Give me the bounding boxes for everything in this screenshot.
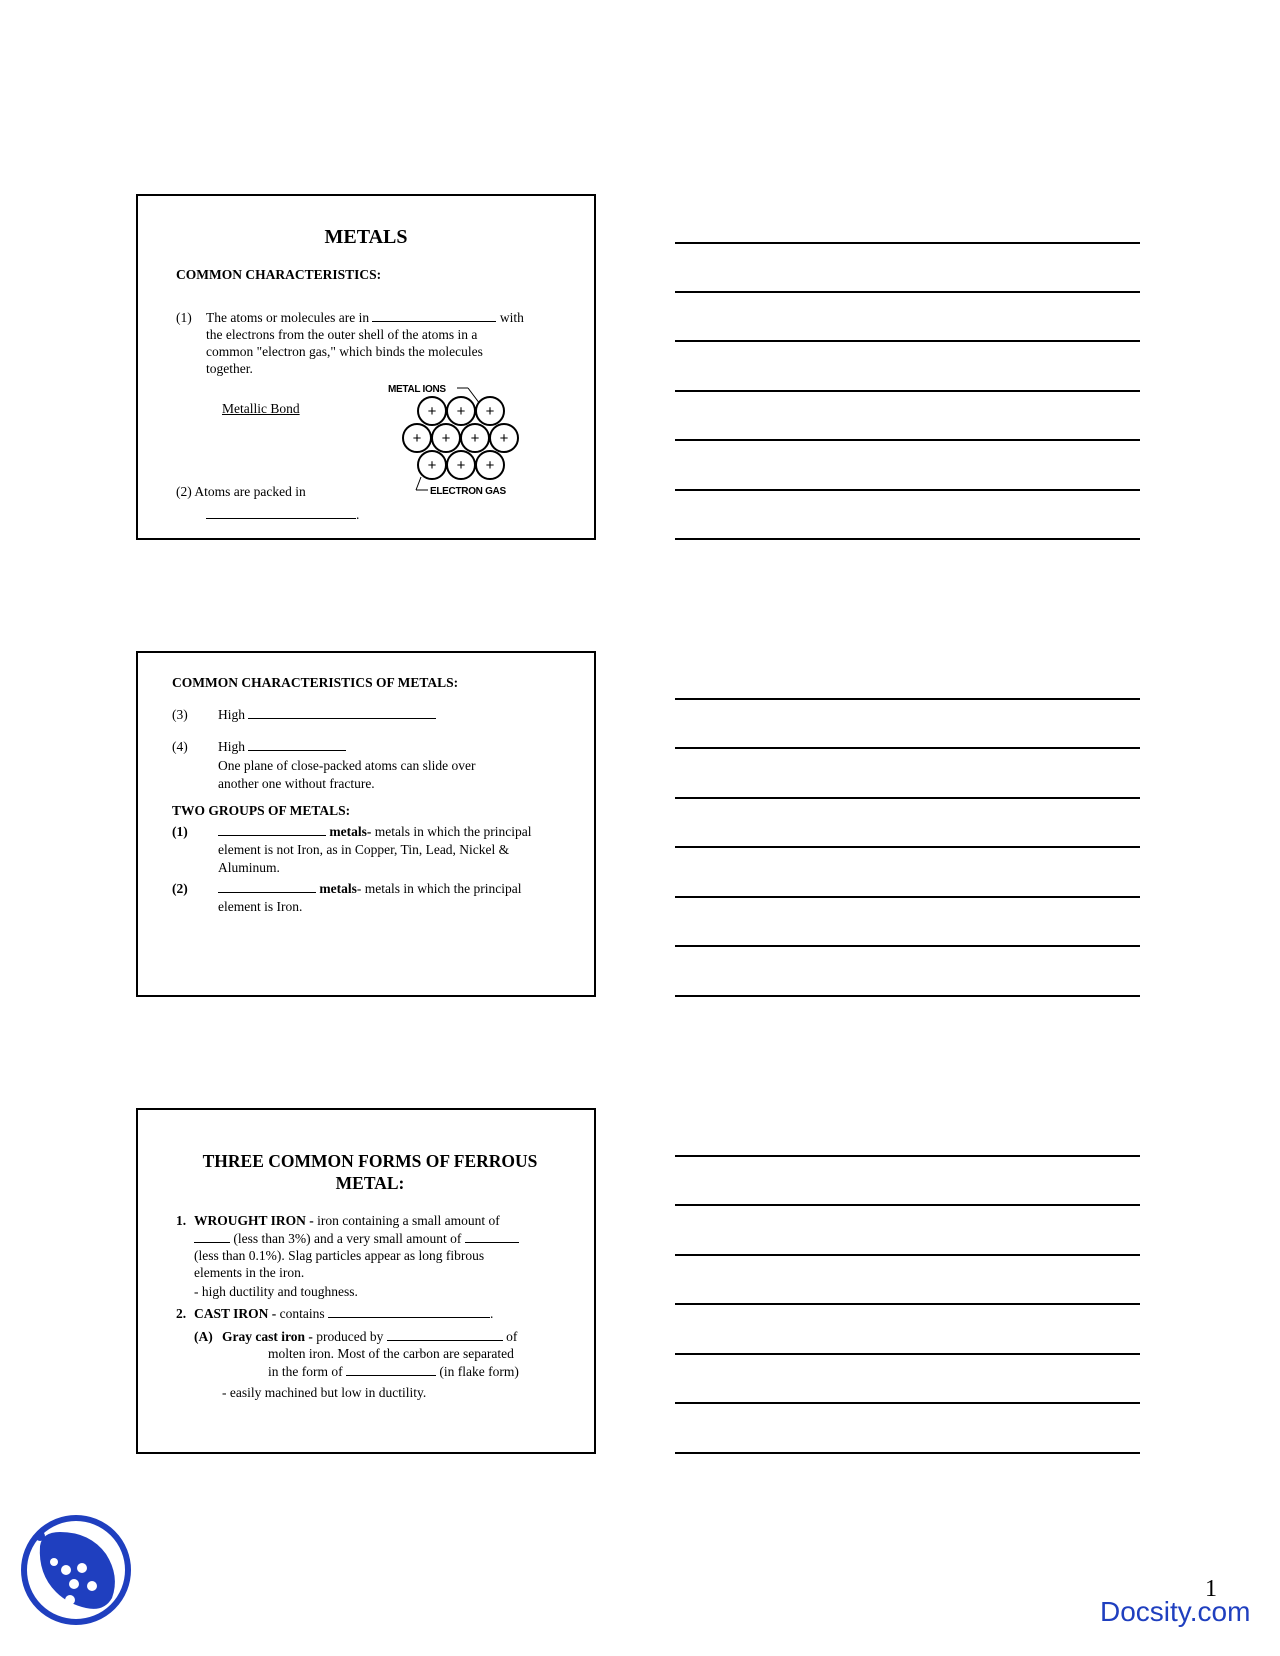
plus-sign: + [485, 403, 495, 420]
item-text-part: iron containing a small amount of [313, 1213, 500, 1228]
item-text-line: Aluminum. [218, 860, 280, 875]
note-line [675, 1254, 1140, 1256]
item-text-bold: Gray cast iron - [222, 1329, 313, 1344]
item-text-part: contains [276, 1306, 325, 1321]
page-number: 1 [1205, 1576, 1217, 1602]
note-line [675, 1303, 1140, 1305]
item-text-part: metals in which the principal [371, 824, 532, 839]
item-text-line: molten iron. Most of the carbon are separated [268, 1346, 514, 1361]
item-number: 2. [176, 1306, 187, 1321]
item-number: 1. [176, 1213, 187, 1228]
item-text-part: . [356, 507, 360, 522]
note-line [675, 439, 1140, 441]
note-line [675, 291, 1140, 293]
item-text-part: of [506, 1329, 518, 1344]
sub-item-label: (A) [194, 1329, 213, 1344]
fill-in-blank [328, 1305, 490, 1318]
note-line [675, 747, 1140, 749]
note-line [675, 1155, 1140, 1157]
item-text-bold: metals- [329, 824, 372, 839]
fill-in-blank [218, 880, 316, 893]
item-number: (1) [176, 310, 192, 325]
metal-ions-label: METAL IONS [388, 384, 446, 395]
item-text [268, 1363, 519, 1380]
item-text-line: (less than 0.1%). Slag particles appear as long fibrous [194, 1248, 485, 1263]
metallic-bond-label: Metallic Bond [222, 401, 300, 416]
item-text-line: - high ductility and toughness. [194, 1284, 358, 1299]
item-text [194, 1230, 519, 1247]
item-text-line: common "electron gas," which binds the molecules [206, 344, 483, 359]
note-line [675, 1452, 1140, 1454]
item-text [218, 738, 346, 755]
item-text-line: element is not Iron, as in Copper, Tin, Lead, Nickel & [218, 842, 510, 857]
section-heading: COMMON CHARACTERISTICS: [176, 267, 382, 282]
plus-sign: + [427, 457, 437, 474]
slide-ferrous-forms [136, 1108, 596, 1454]
item-text-bold: CAST IRON - [194, 1306, 277, 1321]
fill-in-blank [346, 1363, 436, 1376]
note-line [675, 846, 1140, 848]
note-line [675, 489, 1140, 491]
docsity-logo-icon[interactable] [20, 1514, 132, 1626]
plus-sign: + [412, 430, 422, 447]
item-text-part: . [490, 1306, 494, 1321]
slide-characteristics [136, 651, 596, 997]
note-line [675, 995, 1140, 997]
plus-sign: + [485, 457, 495, 474]
plus-sign: + [456, 457, 466, 474]
title-line: THREE COMMON FORMS OF FERROUS [202, 1151, 538, 1171]
item-text-line: One plane of close-packed atoms can slide over [218, 758, 476, 773]
item-number: (1) [172, 824, 188, 839]
item-text-line: the electrons from the outer shell of the atoms in a [206, 327, 478, 342]
item-text: (2) Atoms are packed in [176, 484, 306, 499]
note-line [675, 797, 1140, 799]
fill-in-blank [248, 706, 436, 719]
item-text-line: element is Iron. [218, 899, 303, 914]
item-text-part: High [218, 707, 245, 722]
plus-sign: + [456, 403, 466, 420]
item-text [206, 506, 359, 523]
fill-in-blank [248, 738, 346, 751]
plus-sign: + [499, 430, 509, 447]
item-text [206, 309, 524, 326]
note-line [675, 1204, 1140, 1206]
item-text-bold: metals [319, 881, 357, 896]
item-text-part: High [218, 739, 245, 754]
note-line [675, 1353, 1140, 1355]
item-text-part: - metals in which the principal [356, 881, 522, 896]
item-text-part: (less than 3%) and a very small amount of [233, 1231, 462, 1246]
item-number: (2) [172, 881, 188, 896]
slide-metals [136, 194, 596, 540]
note-line [675, 340, 1140, 342]
item-number: (4) [172, 739, 188, 754]
item-text-part: (in flake form) [439, 1364, 519, 1379]
note-line [675, 242, 1140, 244]
item-text [218, 880, 521, 897]
slide-title: METALS [324, 226, 408, 248]
slide-title [138, 1150, 594, 1194]
item-text [194, 1212, 500, 1229]
fill-in-blank [372, 309, 496, 322]
plus-sign: + [441, 430, 451, 447]
item-text-part: produced by [312, 1329, 384, 1344]
item-text [222, 1328, 517, 1345]
item-text [218, 823, 531, 840]
fill-in-blank [206, 506, 356, 519]
leader-line [416, 477, 421, 490]
item-text-line: another one without fracture. [218, 776, 375, 791]
note-line [675, 896, 1140, 898]
item-text [194, 1305, 493, 1322]
metallic-bond-diagram [388, 382, 538, 500]
section-heading: COMMON CHARACTERISTICS OF METALS: [172, 675, 459, 690]
item-text-bold: WROUGHT IRON - [194, 1213, 314, 1228]
item-text-line: elements in the iron. [194, 1265, 305, 1280]
plus-sign: + [427, 403, 437, 420]
item-text-part: with [499, 310, 524, 325]
fill-in-blank [387, 1328, 503, 1341]
note-line [675, 390, 1140, 392]
electron-gas-label: ELECTRON GAS [430, 486, 506, 497]
item-text-part: The atoms or molecules are in [206, 310, 370, 325]
item-text [218, 706, 436, 723]
fill-in-blank [465, 1230, 519, 1243]
item-text-part: in the form of [268, 1364, 343, 1379]
item-text-line: - easily machined but low in ductility. [222, 1385, 427, 1400]
fill-in-blank [194, 1230, 230, 1243]
fill-in-blank [218, 823, 326, 836]
note-line [675, 945, 1140, 947]
note-line [675, 1402, 1140, 1404]
note-line [675, 698, 1140, 700]
section-heading: TWO GROUPS OF METALS: [172, 803, 351, 818]
item-text-line: together. [206, 361, 253, 376]
title-line: METAL: [335, 1173, 405, 1193]
item-number: (3) [172, 707, 188, 722]
plus-sign: + [470, 430, 480, 447]
docsity-link[interactable]: Docsity.com [1100, 1596, 1251, 1627]
note-line [675, 538, 1140, 540]
